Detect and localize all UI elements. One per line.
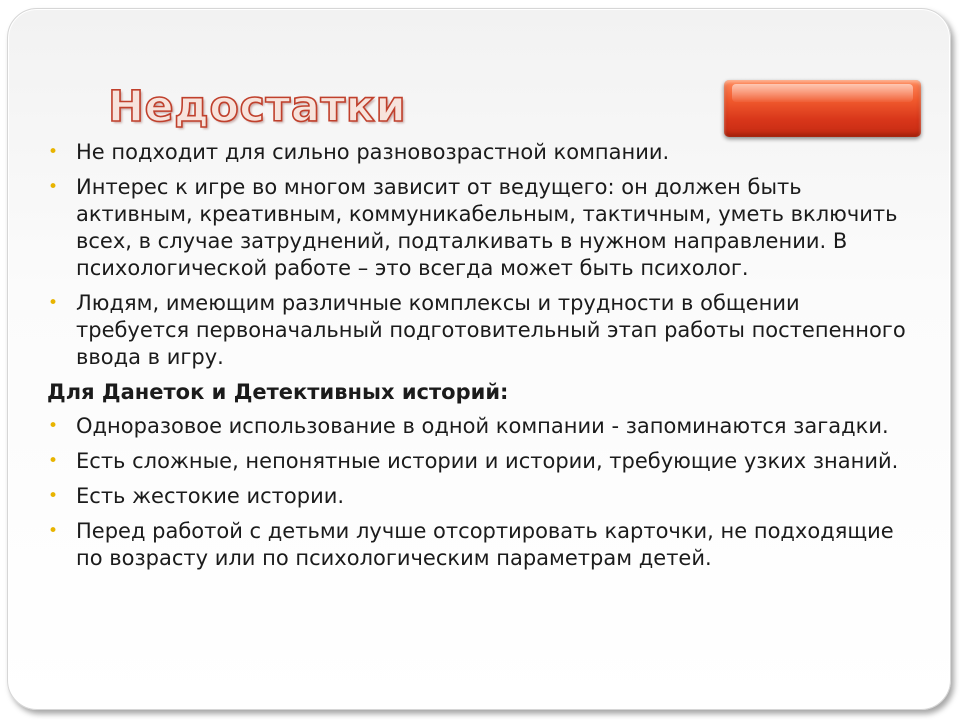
list-item-text: Не подходит для сильно разновозрастной компании. — [76, 140, 670, 164]
list-item — [47, 413, 907, 440]
list-item — [47, 448, 907, 475]
list-item — [47, 139, 907, 166]
slide-content — [47, 139, 907, 580]
bullet-icon: • — [48, 142, 59, 162]
section-heading: Для Данеток и Детективных историй: — [47, 380, 509, 404]
list-item — [47, 174, 907, 282]
list-item — [47, 518, 907, 572]
decorative-red-bar — [724, 80, 921, 137]
list-item-text: Людям, имеющим различные комплексы и трудности в общении требуется первоначальный подготовительный этап работы постепенного ввода в игру. — [76, 291, 906, 369]
bullet-icon: • — [48, 451, 59, 471]
bullet-list-secondary — [47, 413, 907, 572]
list-item-text: Перед работой с детьми лучше отсортировать карточки, не подходящие по возрасту или по психологическим параметрам детей. — [76, 519, 894, 570]
bullet-icon: • — [48, 486, 59, 506]
slide-title: Недостатки — [108, 82, 407, 132]
list-item-text: Одноразовое использование в одной компании - запоминаются загадки. — [76, 414, 889, 438]
bullet-list-main — [47, 139, 907, 371]
list-item — [47, 483, 907, 510]
bullet-icon: • — [48, 416, 59, 436]
bullet-icon: • — [48, 293, 59, 313]
bullet-icon: • — [48, 521, 59, 541]
list-item-text: Есть жестокие истории. — [76, 484, 345, 508]
list-item-text: Есть сложные, непонятные истории и истории, требующие узких знаний. — [76, 449, 899, 473]
list-item — [47, 290, 907, 371]
list-item-text: Интерес к игре во многом зависит от ведущего: он должен быть активным, креативным, коммуникабельным, тактичным, уметь включить всех, в случае затруднений, подталкивать в нужном направлении. В психологической работе – это всегда может быть психолог. — [76, 175, 898, 280]
bullet-icon: • — [48, 177, 59, 197]
